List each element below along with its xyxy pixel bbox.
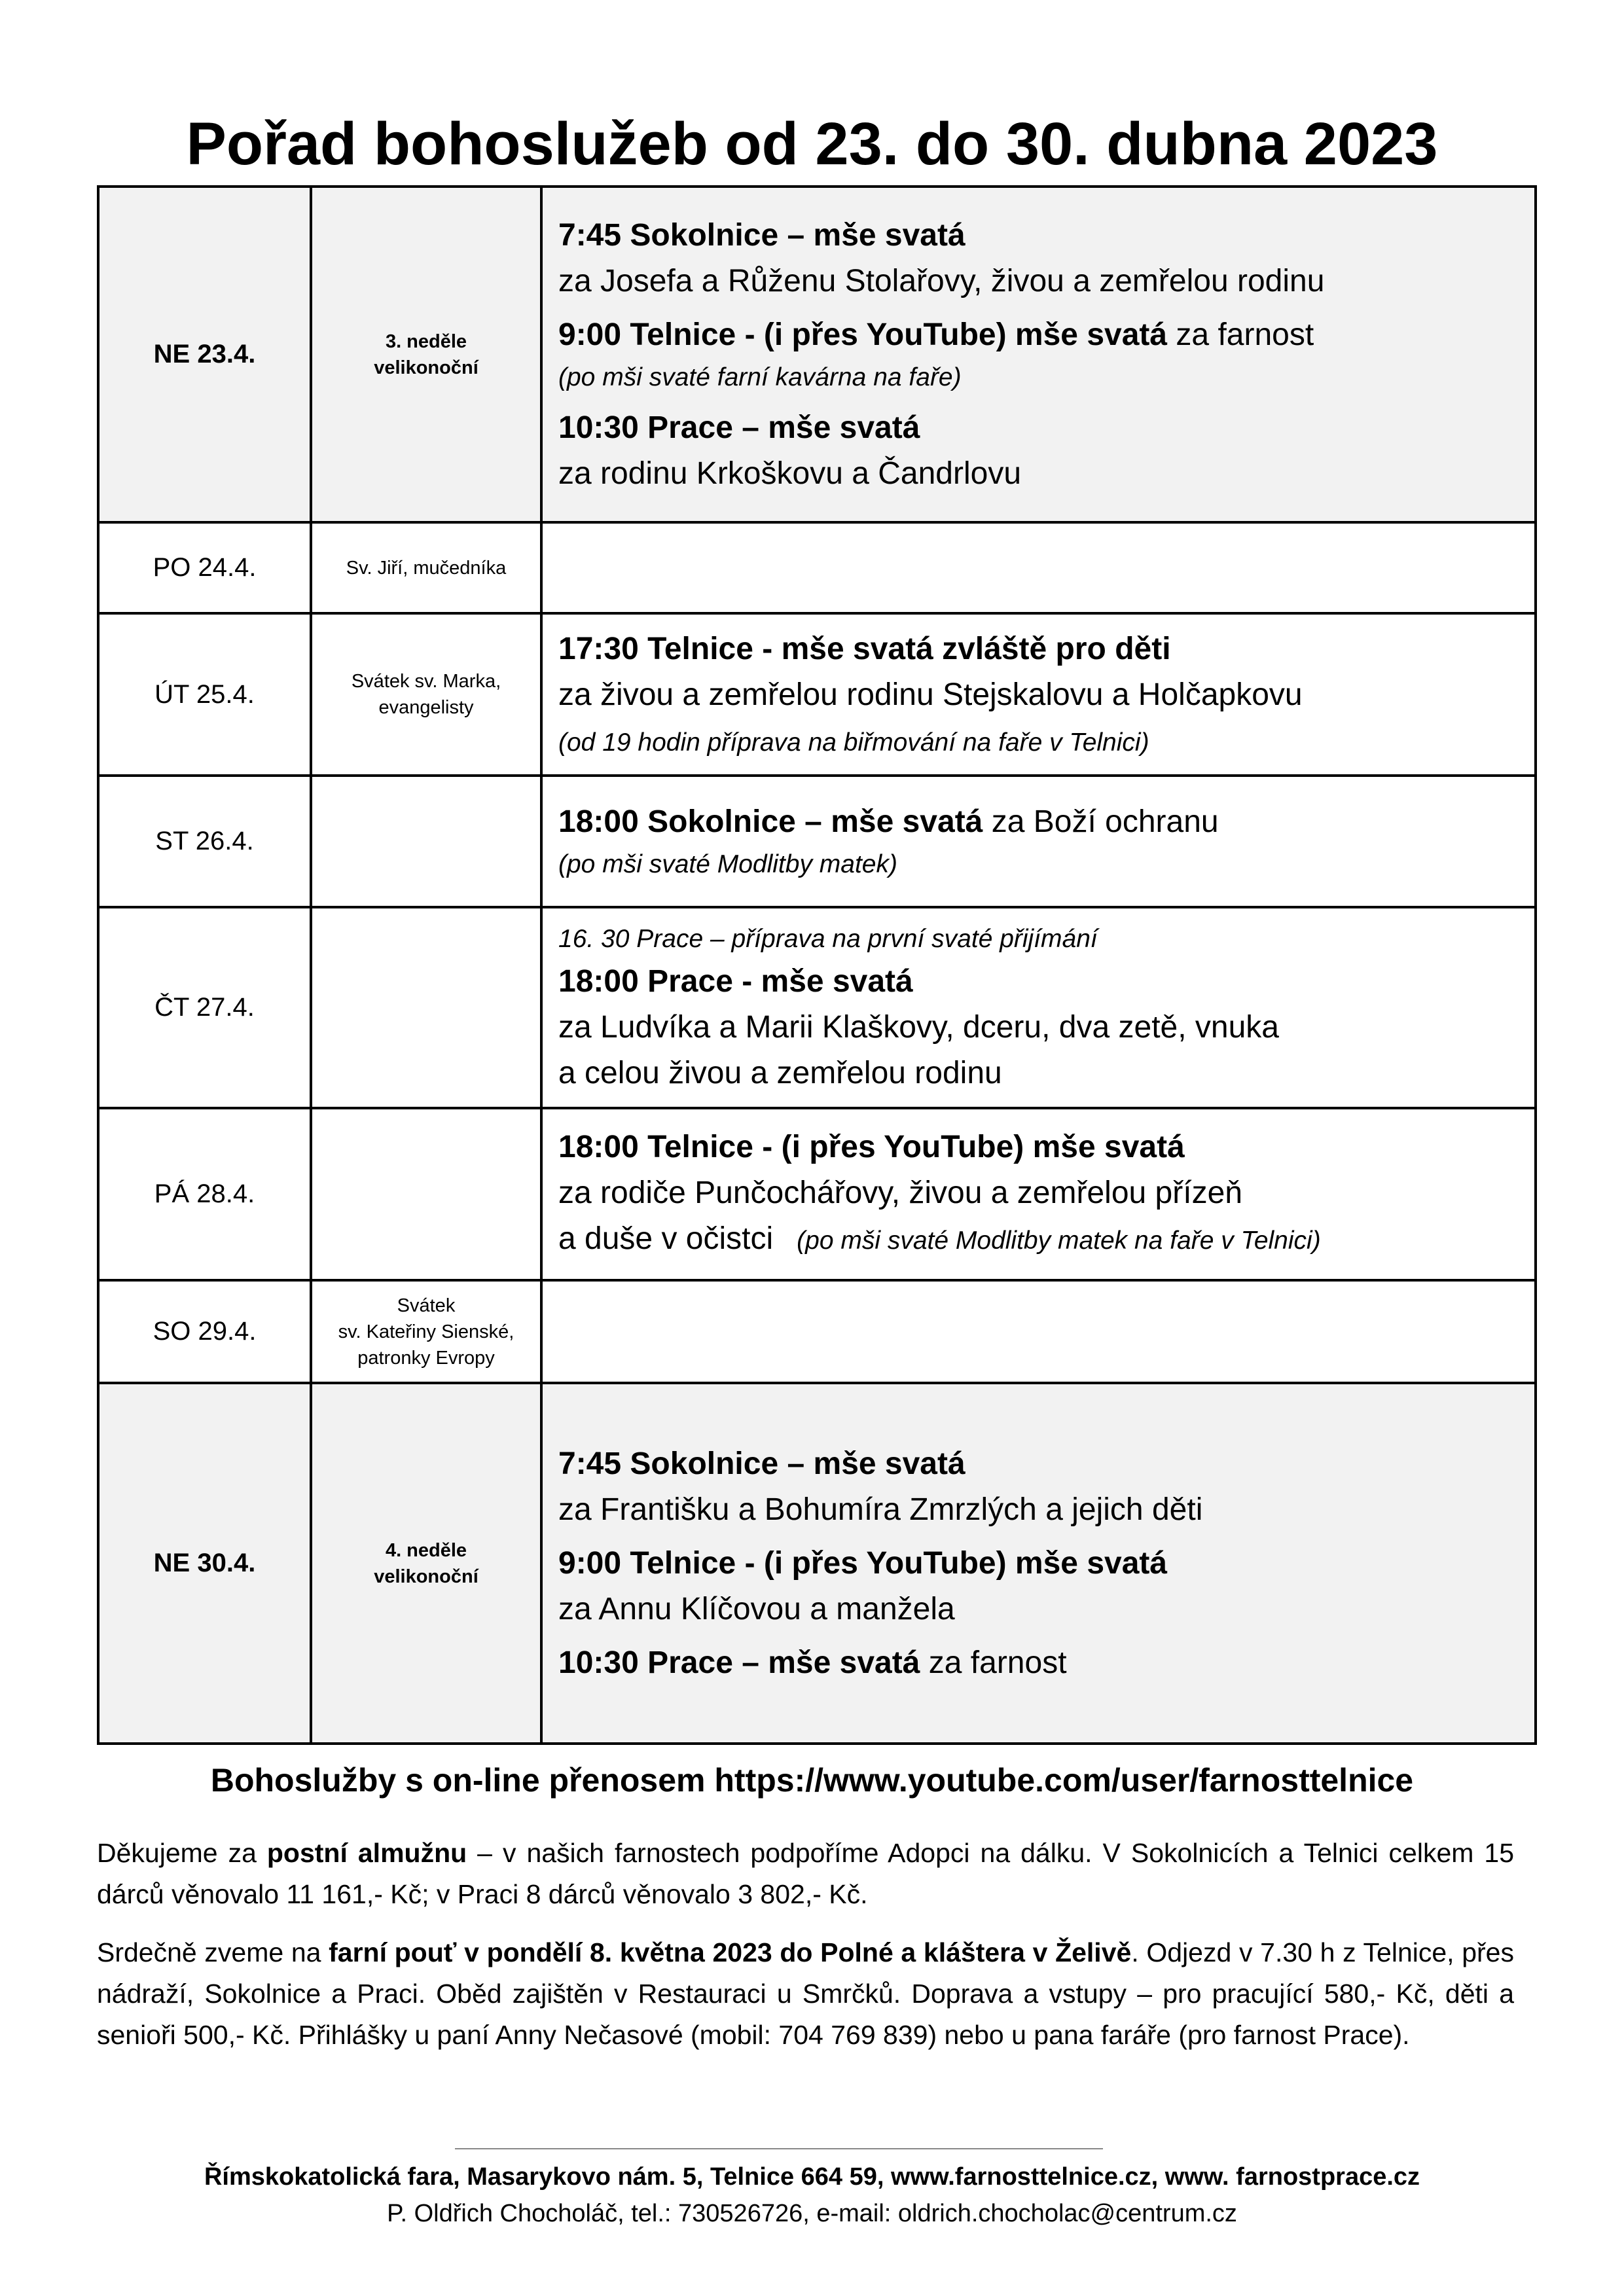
paragraph-text: – v našich farnostech podpoříme Adopci na dálku. V Sokolnicích a Telnici celkem 15 dárců věnovalo 11 161,- Kč; v Praci 8 dárců věnovalo 3 802,- Kč. [97, 1838, 1514, 1909]
service-entry [558, 1124, 1534, 1264]
feast-cell [311, 907, 541, 1108]
services-cell [541, 187, 1536, 522]
paragraph-text: Děkujeme za [97, 1838, 267, 1868]
almsgiving-paragraph [97, 1833, 1514, 1915]
footer-address: Římskokatolická fara, Masarykovo nám. 5, Telnice 664 59, www.farnosttelnice.cz, www. farnostprace.cz [204, 2163, 1420, 2191]
paragraph-bold: farní pouť v pondělí 8. května 2023 do Polné a kláštera v Želivě [329, 1937, 1132, 1967]
schedule-row [98, 907, 1536, 1108]
service-entry [558, 312, 1534, 397]
paragraph-text: . Odjezd v 7.30 h z Telnice, přes nádraží, Sokolnice a Praci. Oběd zajištěn v Restauraci u Smrčků. Doprava a vstupy – pro pracující 580,- Kč, děti a senioři 500,- Kč. Přihlášky u paní Anny Nečasové (mobil: 704 769 839) nebo u pana faráře (pro farnost Prace). [97, 1937, 1514, 2050]
service-heading: 10:30 Prace – mše svatá [558, 410, 920, 445]
services-cell [541, 1108, 1536, 1280]
feast-cell [311, 522, 541, 613]
services-cell [541, 522, 1536, 613]
feast-line: Svátek [397, 1295, 456, 1316]
service-intention: za Boží ochranu [983, 804, 1219, 839]
services-cell [541, 907, 1536, 1108]
service-entry [558, 920, 1534, 1096]
day-cell: ČT 27.4. [98, 907, 311, 1108]
service-intention: za živou a zemřelou rodinu Stejskalovu a Holčapkovu [558, 677, 1303, 712]
service-entry [558, 405, 1534, 497]
service-entry [558, 1441, 1534, 1533]
online-broadcast-line: Bohoslužby s on-line přenosem https://www.youtube.com/user/farnosttelnice [210, 1762, 1414, 1799]
paragraph-text: Srdečně zveme na [97, 1937, 329, 1967]
feast-cell [311, 1383, 541, 1744]
service-entry [558, 626, 1534, 762]
service-intention: a duše v očistci [558, 1221, 774, 1256]
day-cell: ST 26.4. [98, 776, 311, 907]
service-heading: 17:30 Telnice - mše svatá zvláště pro děti [558, 632, 1171, 666]
service-entry [558, 799, 1534, 884]
schedule-row [98, 1383, 1536, 1744]
schedule-row [98, 187, 1536, 522]
day-cell: PÁ 28.4. [98, 1108, 311, 1280]
feast-line: velikonoční [374, 357, 478, 378]
service-note: (po mši svaté farní kavárna na faře) [558, 363, 962, 391]
page-title: Pořad bohoslužeb od 23. do 30. dubna 2023 [186, 111, 1438, 177]
schedule-table [97, 185, 1537, 1745]
service-intention: za farnost [920, 1645, 1067, 1680]
feast-line: 3. neděle [385, 331, 467, 352]
service-heading: 18:00 Telnice - (i přes YouTube) mše svatá [558, 1130, 1185, 1164]
schedule-row [98, 613, 1536, 776]
feast-line: Sv. Jiří, mučedníka [346, 557, 507, 579]
service-intention: za farnost [1167, 317, 1314, 352]
feast-line: evangelisty [378, 697, 474, 718]
service-heading: 9:00 Telnice - (i přes YouTube) mše svatá [558, 317, 1168, 352]
service-heading: 18:00 Sokolnice – mše svatá [558, 804, 983, 839]
service-intention: za Ludvíka a Marii Klaškovy, dceru, dva zetě, vnuka [558, 1009, 1279, 1045]
day-cell: ÚT 25.4. [98, 613, 311, 776]
service-note: (po mši svaté Modlitby matek na faře v Telnici) [797, 1227, 1321, 1255]
feast-cell [311, 613, 541, 776]
service-note: (po mši svaté Modlitby matek) [558, 850, 897, 878]
service-heading: 9:00 Telnice - (i přes YouTube) mše svatá [558, 1545, 1168, 1581]
footer-divider [455, 2148, 1103, 2149]
schedule-row [98, 1108, 1536, 1280]
service-heading: 7:45 Sokolnice – mše svatá [558, 217, 965, 253]
day-cell: PO 24.4. [98, 522, 311, 613]
service-note: 16. 30 Prace – příprava na první svaté přijímání [558, 924, 1098, 953]
service-intention: za rodinu Krkoškovu a Čandrlovu [558, 456, 1022, 491]
feast-cell [311, 776, 541, 907]
services-cell [541, 613, 1536, 776]
services-cell [541, 1280, 1536, 1383]
service-note: (od 19 hodin příprava na biřmování na faře v Telnici) [558, 728, 1149, 757]
service-entry [558, 213, 1534, 304]
services-cell [541, 1383, 1536, 1744]
feast-cell [311, 1280, 541, 1383]
service-heading: 10:30 Prace – mše svatá [558, 1645, 920, 1680]
feast-line: sv. Kateřiny Sienské, [338, 1321, 514, 1342]
service-heading: 18:00 Prace - mše svatá [558, 963, 913, 999]
feast-cell [311, 1108, 541, 1280]
feast-line: 4. neděle [385, 1539, 467, 1561]
schedule-row [98, 1280, 1536, 1383]
day-cell: SO 29.4. [98, 1280, 311, 1383]
pilgrimage-paragraph [97, 1932, 1514, 2056]
service-intention: za Annu Klíčovou a manžela [558, 1591, 955, 1626]
feast-cell [311, 187, 541, 522]
schedule-row [98, 776, 1536, 907]
footer-contact: P. Oldřich Chocholáč, tel.: 730526726, e-mail: oldrich.chocholac@centrum.cz [387, 2200, 1237, 2227]
feast-line: velikonoční [374, 1566, 478, 1587]
day-cell: NE 30.4. [98, 1383, 311, 1744]
services-cell [541, 776, 1536, 907]
service-intention: a celou živou a zemřelou rodinu [558, 1055, 1002, 1090]
service-intention: za Františku a Bohumíra Zmrzlých a jejich děti [558, 1492, 1203, 1527]
paragraph-bold: postní almužnu [266, 1838, 467, 1868]
service-entry [558, 1541, 1534, 1632]
service-heading: 7:45 Sokolnice – mše svatá [558, 1446, 965, 1481]
service-intention: za Josefa a Růženu Stolařovy, živou a zemřelou rodinu [558, 263, 1325, 298]
feast-line: Svátek sv. Marka, [351, 671, 501, 692]
feast-line: patronky Evropy [357, 1347, 495, 1369]
service-intention: za rodiče Punčochářovy, živou a zemřelou přízeň [558, 1175, 1242, 1210]
schedule-row [98, 522, 1536, 613]
day-cell: NE 23.4. [98, 187, 311, 522]
service-entry [558, 1640, 1534, 1686]
footer [0, 2159, 1624, 2232]
